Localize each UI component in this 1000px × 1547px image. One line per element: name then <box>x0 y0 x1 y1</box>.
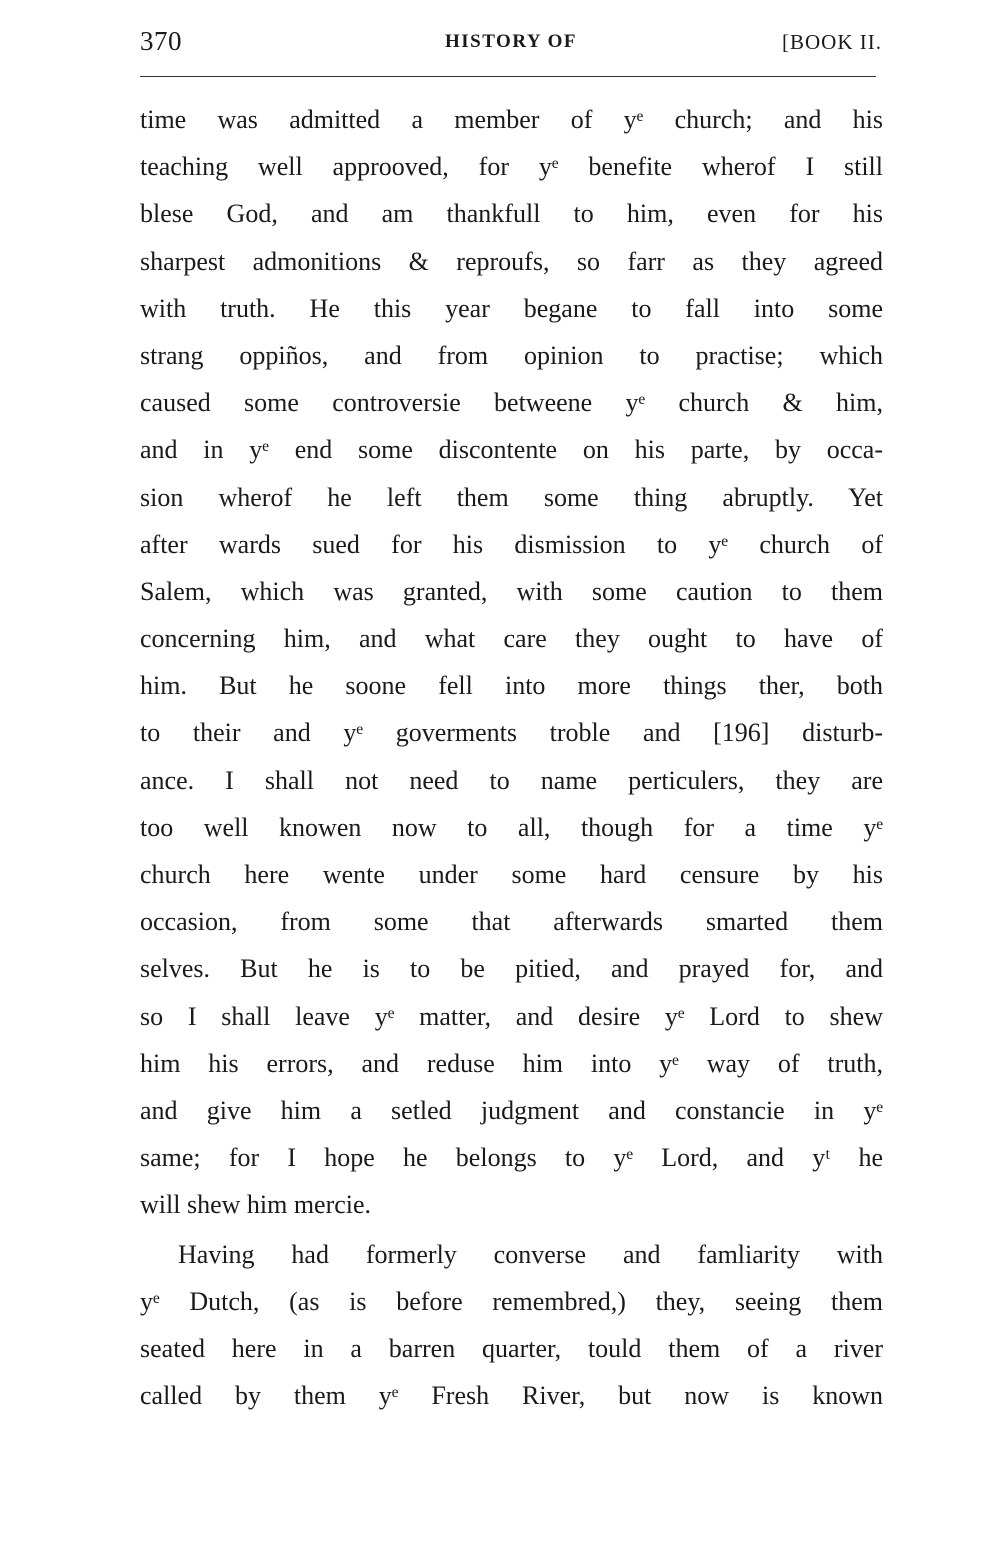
text-line: with truth. He this year begane to fall into some <box>140 293 883 323</box>
text-line: caused some controversie betweene yᵉ church & him, <box>140 388 883 418</box>
paragraph <box>140 96 883 1229</box>
text-line: time was admitted a member of yᵉ church; and his <box>140 105 883 134</box>
body-text <box>140 96 883 1419</box>
text-line: and give him a setled judgment and constancie in yᵉ <box>140 1095 883 1125</box>
text-line: too well knowen now to all, though for a time yᵉ <box>140 812 883 842</box>
text-line: yᵉ Dutch, (as is before remembred,) they, seeing them <box>140 1286 883 1316</box>
text-line: church here wente under some hard censure by his <box>140 860 883 889</box>
text-line: ance. I shall not need to name perticulers, they are <box>140 765 883 795</box>
text-line: after wards sued for his dismission to yᵉ church of <box>140 529 883 559</box>
page-number: 370 <box>140 26 182 56</box>
running-title: HISTORY OF <box>444 31 578 52</box>
text-line: teaching well approoved, for yᵉ benefite wherof I still <box>140 152 883 182</box>
text-line: called by them yᵉ Fresh River, but now is known <box>140 1381 883 1411</box>
text-line: him his errors, and reduse him into yᵉ way of truth, <box>140 1048 883 1078</box>
text-line: will shew him mercie. <box>140 1190 372 1220</box>
text-line: Having had formerly converse and famliarity with <box>178 1239 883 1269</box>
text-line: so I shall leave yᵉ matter, and desire yᵉ Lord to shew <box>140 1001 883 1031</box>
text-line: selves. But he is to be pitied, and prayed for, and <box>140 954 883 984</box>
text-line: him. But he soone fell into more things ther, both <box>140 671 883 701</box>
text-line: concerning him, and what care they ought to have of <box>140 624 883 654</box>
text-line: seated here in a barren quarter, tould them of a river <box>140 1333 883 1363</box>
text-line: occasion, from some that afterwards smarted them <box>140 907 883 937</box>
text-line: and in yᵉ end some discontente on his parte, by occa- <box>140 435 883 465</box>
running-head <box>140 26 882 60</box>
text-line: same; for I hope he belongs to yᵉ Lord, and yᵗ he <box>140 1143 883 1173</box>
book-reference: [BOOK II. <box>782 30 882 54</box>
text-line: strang oppiños, and from opinion to practise; which <box>140 340 883 370</box>
text-line: sharpest admonitions & reproufs, so farr as they agreed <box>140 246 883 276</box>
text-line: Salem, which was granted, with some caution to them <box>140 576 883 606</box>
paragraph <box>140 1231 883 1420</box>
header-rule <box>140 76 876 77</box>
text-line: to their and yᵉ goverments troble and [196] disturb- <box>140 718 883 748</box>
text-line: sion wherof he left them some thing abruptly. Yet <box>140 482 883 512</box>
text-line: blese God, and am thankfull to him, even for his <box>140 199 883 229</box>
